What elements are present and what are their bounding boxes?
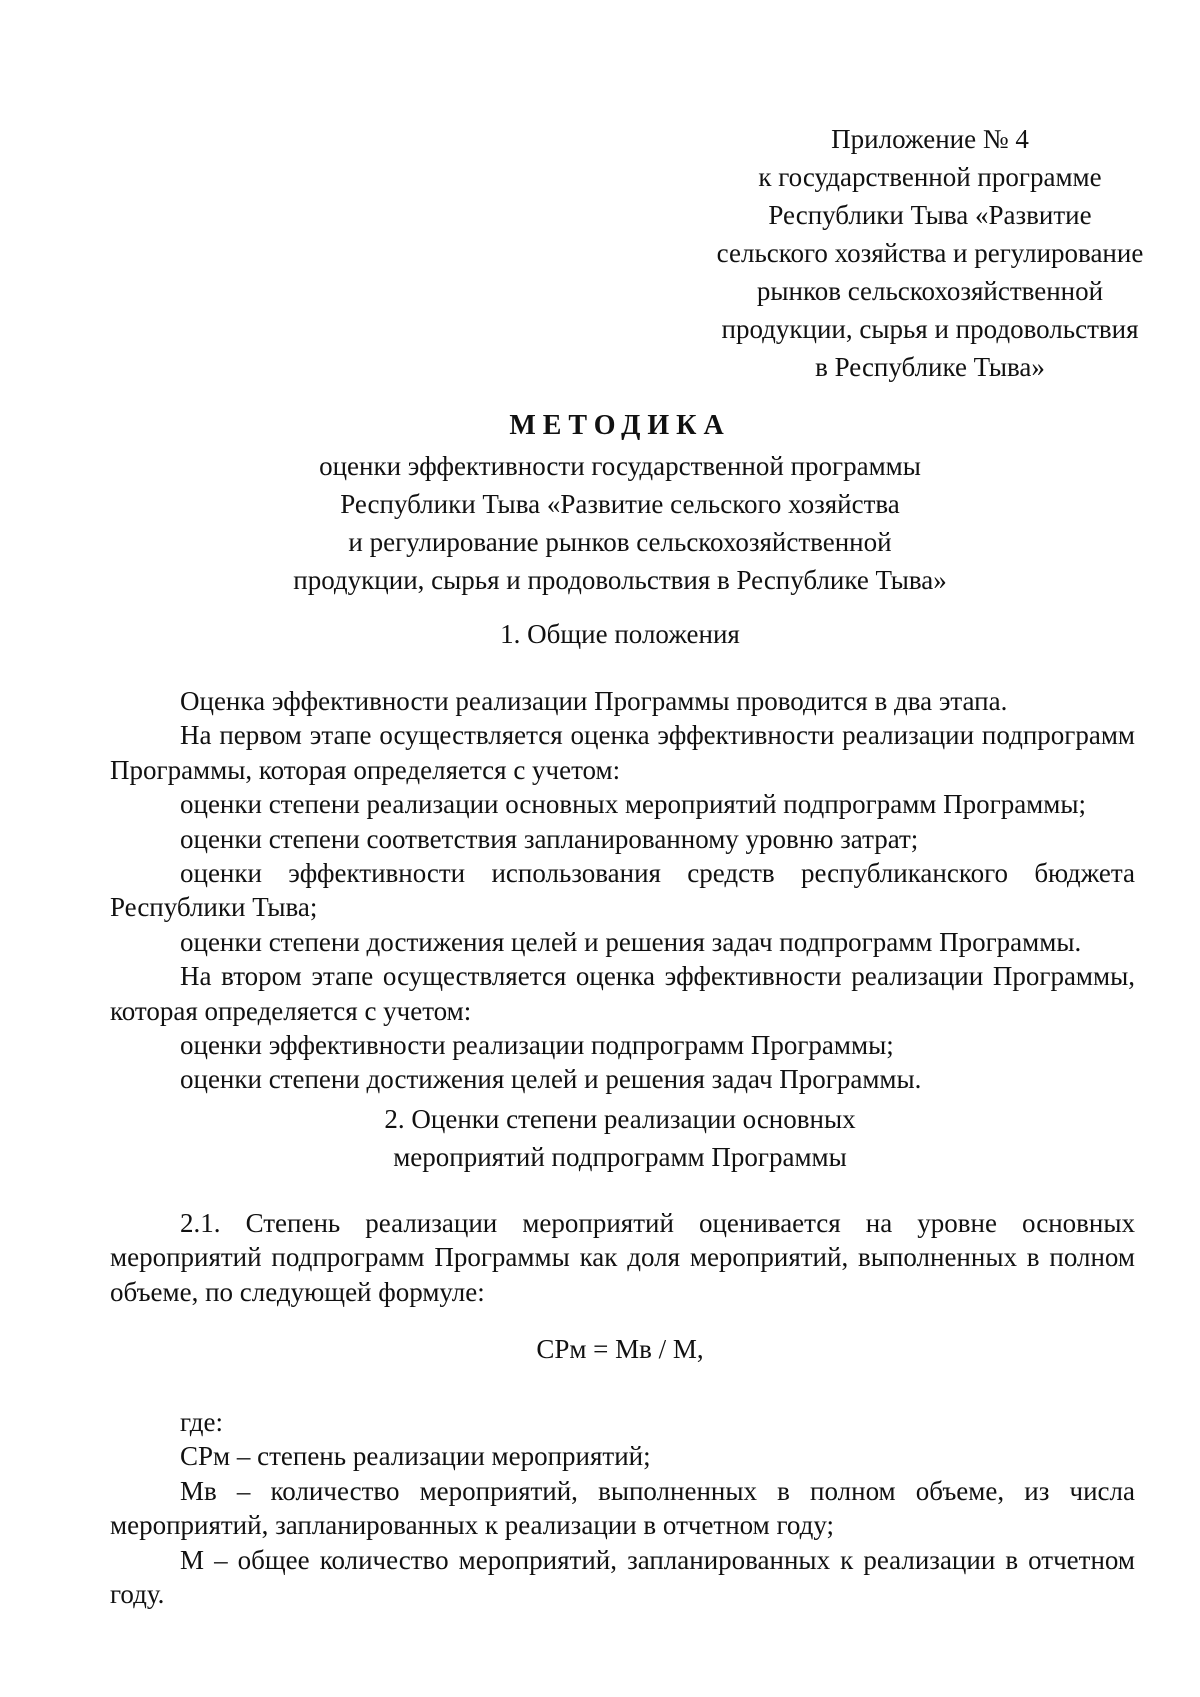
subtitle-line: Республики Тыва «Развитие сельского хозяйства	[340, 489, 900, 519]
appendix-line: Приложение № 4	[831, 124, 1029, 154]
paragraph: оценки эффективности использования средств республиканского бюджета Республики Тыва;	[110, 858, 1135, 923]
paragraph: оценки степени достижения целей и решения задач подпрограмм Программы.	[180, 926, 1082, 957]
subtitle-line: продукции, сырья и продовольствия в Республике Тыва»	[293, 565, 947, 595]
section-2-intro	[110, 1206, 1135, 1309]
section-2-title-line: 2. Оценки степени реализации основных	[384, 1104, 856, 1134]
section-1-body	[110, 684, 1135, 1097]
document-subtitle	[0, 447, 1200, 599]
paragraph: На первом этапе осуществляется оценка эффективности реализации подпрограмм Программы, которая определяется с учетом:	[110, 720, 1135, 785]
subtitle-line: и регулирование рынков сельскохозяйственной	[348, 527, 892, 557]
section-1-title-text: 1. Общие положения	[500, 619, 740, 649]
paragraph: оценки степени достижения целей и решения задач Программы.	[180, 1064, 922, 1095]
appendix-line: сельского хозяйства и регулирование	[716, 238, 1144, 268]
section-1-title	[0, 615, 1200, 653]
where-label: где:	[180, 1407, 223, 1437]
paragraph: оценки эффективности реализации подпрограмм Программы;	[180, 1030, 894, 1061]
paragraph: Оценка эффективности реализации Программы проводится в два этапа.	[180, 686, 1008, 716]
definition: М – общее количество мероприятий, запланированных к реализации в отчетном году.	[110, 1544, 1135, 1610]
subtitle-line: оценки эффективности государственной программы	[319, 451, 921, 481]
paragraph: На втором этапе осуществляется оценка эффективности реализации Программы, которая определяется с учетом:	[110, 961, 1135, 1026]
paragraph: оценки степени реализации основных мероприятий подпрограмм Программы;	[180, 789, 1086, 820]
appendix-line: рынков сельскохозяйственной	[756, 276, 1104, 306]
appendix-line: к государственной программе	[758, 162, 1102, 192]
appendix-line: в Республике Тыва»	[815, 352, 1045, 382]
appendix-header	[680, 120, 1180, 386]
appendix-line: продукции, сырья и продовольствия	[721, 314, 1139, 344]
definition: СРм – степень реализации мероприятий;	[180, 1441, 651, 1472]
section-2-title	[0, 1100, 1200, 1176]
formula: СРм = Мв / М,	[536, 1334, 704, 1364]
paragraph: 2.1. Степень реализации мероприятий оценивается на уровне основных мероприятий подпрограмм Программы как доля мероприятий, выполненных в полном объеме, по следующей формуле:	[110, 1208, 1135, 1307]
appendix-line: Республики Тыва «Развитие	[768, 200, 1092, 230]
definition: Мв – количество мероприятий, выполненных в полном объеме, из числа мероприятий, запланированных к реализации в отчетном году;	[110, 1475, 1135, 1541]
section-2-definitions	[110, 1405, 1135, 1611]
section-2-title-line: мероприятий подпрограмм Программы	[393, 1142, 847, 1172]
paragraph: оценки степени соответствия запланированному уровню затрат;	[180, 823, 919, 854]
document-title: МЕТОДИКА	[509, 410, 731, 441]
